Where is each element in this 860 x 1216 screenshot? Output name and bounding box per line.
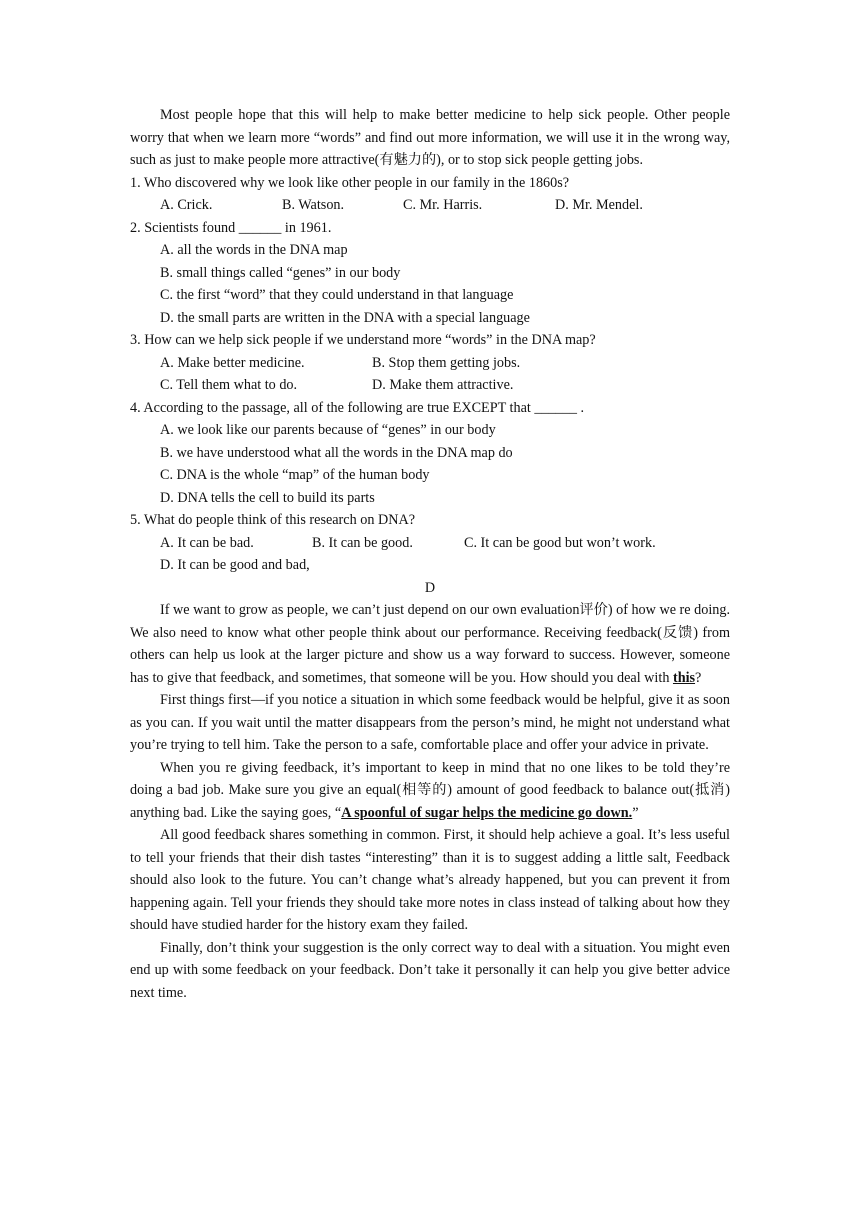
paragraph-text: If we want to grow as people, we can’t just depend on our own evaluation评价) of how we re doing. We also need to know what other people think about our performance. Receiving feedback(反馈) from others can help us look at the larger picture and show us a way forward to success. However, someone has to give that feedback, and sometimes, that someone will be you. How should you deal with [130, 602, 730, 686]
passage-d-paragraph-3 [130, 757, 730, 825]
paragraph-text: When you re giving feedback, it’s important to keep in mind that no one likes to be told they’re doing a bad job. Make sure you give an equal(相等的) amount of good feedback to balance out(抵消) anything bad. Like the saying goes, “ [130, 759, 730, 821]
passage-d-paragraph-1 [130, 599, 730, 689]
option-d: D. DNA tells the cell to build its parts [160, 489, 375, 506]
intro-paragraph: Most people hope that this will help to make better medicine to help sick people. Other people worry that when we learn more “words” and find out more information, we will use it in the wrong way, such as just to make people more attractive(有魅力的), or to stop sick people getting jobs. [130, 107, 730, 168]
question-1-stem: 1. Who discovered why we look like other people in our family in the 1860s? [130, 174, 570, 191]
option-a: A. we look like our parents because of “genes” in our body [160, 422, 496, 438]
question-2 [130, 217, 730, 330]
option-d: D. Mr. Mendel. [555, 197, 643, 213]
option-a: A. It can be bad. [160, 534, 254, 551]
question-3-options-row-2 [130, 374, 730, 397]
option-c: C. It can be good but won’t work. [464, 534, 656, 551]
question-3-stem: 3. How can we help sick people if we understand more “words” in the DNA map? [130, 332, 596, 348]
passage-d-paragraph-5: Finally, don’t think your suggestion is the only correct way to deal with a situation. You might even end up with some feedback on your feedback. Don’t take it personally it can help you give better advice next time. [130, 939, 730, 1001]
option-b: B. Stop them getting jobs. [372, 354, 521, 371]
question-5 [130, 509, 730, 577]
option-b: B. small things called “genes” in our body [160, 264, 401, 281]
section-heading: D [424, 579, 436, 596]
option-c: C. DNA is the whole “map” of the human body [160, 467, 430, 483]
question-1-options [130, 194, 730, 217]
underlined-word: this [672, 669, 696, 686]
option-d: D. Make them attractive. [372, 377, 514, 393]
question-3-options-row-1 [130, 352, 730, 375]
option-c: C. Tell them what to do. [160, 377, 298, 393]
document-page [130, 104, 730, 1004]
option-c: C. the first “word” that they could understand in that language [160, 287, 514, 303]
option-d: D. It can be good and bad, [160, 557, 310, 573]
option-a: A. all the words in the DNA map [160, 242, 348, 258]
paragraph-end: ? [695, 669, 702, 686]
question-5-options-row-1 [130, 532, 730, 555]
option-d: D. the small parts are written in the DNA with a special language [160, 309, 530, 326]
option-a: A. Crick. [160, 197, 213, 213]
paragraph-end: ” [632, 804, 639, 821]
option-a: A. Make better medicine. [160, 354, 305, 371]
question-3 [130, 329, 730, 397]
option-b: B. we have understood what all the words in the DNA map do [160, 444, 513, 461]
option-c: C. Mr. Harris. [403, 197, 483, 213]
question-1 [130, 172, 730, 217]
underlined-quote: A spoonful of sugar helps the medicine go down. [341, 804, 633, 821]
question-2-stem: 2. Scientists found ______ in 1961. [130, 219, 332, 236]
passage-d-paragraph-2: First things first—if you notice a situation in which some feedback would be helpful, give it as soon as you can. If you wait until the matter disappears from the person’s mind, he might not understand what you’re trying to tell him. Take the person to a safe, comfortable place and offer your advice in private. [130, 692, 730, 753]
passage-d-paragraph-4: All good feedback shares something in common. First, it should help achieve a goal. It’s less useful to tell your friends that their dish tastes “interesting” than it is to suggest adding a little salt, Feedback should also look to the future. You can’t change what’s already happened, but you can prevent it from happening again. Tell your friends they should take more notes in class instead of talking about how they should have studied harder for the history exam they failed. [130, 827, 730, 933]
option-b: B. Watson. [282, 197, 345, 213]
option-b: B. It can be good. [312, 534, 413, 551]
question-4-stem: 4. According to the passage, all of the following are true EXCEPT that ______ . [130, 399, 585, 416]
question-5-stem: 5. What do people think of this research on DNA? [130, 512, 415, 528]
question-4 [130, 397, 730, 510]
